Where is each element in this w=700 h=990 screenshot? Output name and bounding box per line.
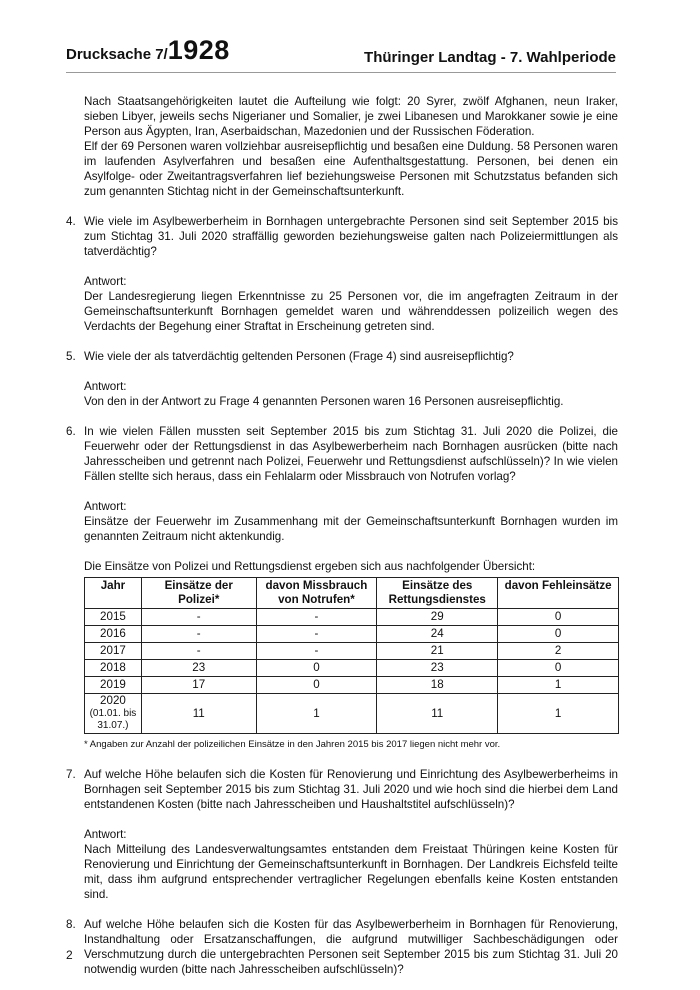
table-cell: - <box>141 609 256 626</box>
answer-label: Antwort: <box>84 500 127 513</box>
table-cell: 11 <box>377 694 498 734</box>
table-cell: - <box>256 626 377 643</box>
question-8 <box>66 917 618 977</box>
table-cell: 0 <box>256 660 377 677</box>
parliament-title: Thüringer Landtag - 7. Wahlperiode <box>364 49 616 66</box>
year-label: 2020 <box>100 694 126 707</box>
question-number: 4. <box>66 215 76 228</box>
table-cell: - <box>256 609 377 626</box>
document-number <box>66 35 230 66</box>
table-cell: 2019 <box>85 677 142 694</box>
question-number: 6. <box>66 425 76 438</box>
table-cell: 2 <box>498 643 619 660</box>
table-row <box>85 609 619 626</box>
table-cell: 2018 <box>85 660 142 677</box>
table-cell: 1 <box>498 694 619 734</box>
intro-paragraph-1: Nach Staatsangehörigkeiten lautet die Aufteilung wie folgt: 20 Syrer, zwölf Afghanen, neun Iraker, sieben Libyer, jeweils sechs Nigerianer und Somalier, je zwei Libanesen und Marokkaner sowie je eine Person aus Ägypten, Iran, Aserbaidschan, Mazedonien und der Russischen Föderation. <box>84 95 618 138</box>
table-cell: 23 <box>377 660 498 677</box>
table-cell: 1 <box>498 677 619 694</box>
deployments-table <box>84 577 619 734</box>
question-4 <box>66 214 618 259</box>
table-cell: 29 <box>377 609 498 626</box>
table-row <box>85 626 619 643</box>
table-cell: 0 <box>498 626 619 643</box>
table-cell: 0 <box>498 660 619 677</box>
table-cell: 0 <box>498 609 619 626</box>
question-number: 5. <box>66 350 76 363</box>
year-range: (01.01. bis 31.07.) <box>89 708 137 731</box>
question-number: 7. <box>66 768 76 781</box>
doc-prefix: Drucksache 7/ <box>66 46 168 63</box>
answer-label: Antwort: <box>84 828 127 841</box>
table-cell: 18 <box>377 677 498 694</box>
doc-number: 1928 <box>167 35 230 65</box>
page-number: 2 <box>66 948 73 962</box>
question-5 <box>66 349 618 364</box>
page-header <box>66 36 616 73</box>
intro-paragraph-2: Elf der 69 Personen waren vollziehbar ausreisepflichtig und besaßen eine Duldung. 58 Personen waren im laufenden Asylverfahren und besaßen eine Aufenthaltsgestattung. Personen, bei denen ein Asylfolge- oder Zweitantragsverfahren lief beziehungsweise Personen mit Schutzstatus befanden sich zum genannten Stichtag nicht in der Gemeinschaftsunterkunft. <box>84 140 618 198</box>
table-footnote: * Angaben zur Anzahl der polizeilichen Einsätze in den Jahren 2015 bis 2017 liegen nicht mehr vor. <box>84 739 501 750</box>
table-intro: Die Einsätze von Polizei und Rettungsdienst ergeben sich aus nachfolgender Übersicht: <box>84 560 536 573</box>
table-cell: 2015 <box>85 609 142 626</box>
table-cell: - <box>141 643 256 660</box>
table-header-cell: davon Missbrauch von Notrufen* <box>256 578 377 609</box>
table-cell: 2016 <box>85 626 142 643</box>
question-6 <box>66 424 618 484</box>
answer-6-text: Einsätze der Feuerwehr im Zusammenhang mit der Gemeinschaftsunterkunft Bornhagen wurden im genannten Zeitraum nicht aktenkundig. <box>84 515 618 543</box>
table-row <box>85 643 619 660</box>
question-text: Wie viele im Asylbewerberheim in Bornhagen untergebrachte Personen sind seit September 2015 bis zum Stichtag 31. Juli 2020 straffällig geworden beziehungsweise galten nach Polizeiermittlungen als tatverdächtig? <box>84 215 618 258</box>
table-cell: 23 <box>141 660 256 677</box>
table-row <box>85 694 619 734</box>
table-header-row <box>85 578 619 609</box>
question-text: Wie viele der als tatverdächtig geltenden Personen (Frage 4) sind ausreisepflichtig? <box>84 350 514 363</box>
table-row <box>85 677 619 694</box>
table-header-cell: Einsätze der Polizei* <box>141 578 256 609</box>
table-cell: 21 <box>377 643 498 660</box>
answer-7-text: Nach Mitteilung des Landesverwaltungsamtes entstanden dem Freistaat Thüringen keine Kosten für Renovierung und Einrichtung der Gemeinschaftsunterkunft in Bornhagen. Der Landkreis Eichsfeld teilte mit, dass ihm aufgrund entsprechender vertraglicher Regelungen ebenfalls keine Kosten entstanden sind. <box>84 843 618 901</box>
question-text: Auf welche Höhe belaufen sich die Kosten für das Asylbewerberheim in Bornhagen für Renovierung, Instandhaltung oder Ersatzanschaffungen, die aufgrund mutwilliger Sachbeschädigungen oder Verschmutzung durch die untergebrachten Personen seit September 2015 bis zum Stichtag 31. Juli 20 notwendig wurden (bitte nach Jahresscheiben aufschlüsseln)? <box>84 918 618 976</box>
table-header-cell: Einsätze des Rettungsdienstes <box>377 578 498 609</box>
answer-label: Antwort: <box>84 380 127 393</box>
table-cell: - <box>141 626 256 643</box>
table-cell <box>85 694 142 734</box>
table-header-cell: Jahr <box>85 578 142 609</box>
answer-label: Antwort: <box>84 275 127 288</box>
question-text: In wie vielen Fällen mussten seit September 2015 bis zum Stichtag 31. Juli 2020 die Polizei, die Feuerwehr oder der Rettungsdienst in das Asylbewerberheim nach Bornhagen ausrücken (bitte nach Jahresscheiben und getrennt nach Polizei, Feuerwehr und Rettungsdienst aufschlüsseln)? In wie vielen Fällen stellte sich heraus, dass ein Fehlalarm oder Missbrauch von Notrufen vorlag? <box>84 425 618 483</box>
table-cell: 24 <box>377 626 498 643</box>
table-cell: 11 <box>141 694 256 734</box>
table-cell: 17 <box>141 677 256 694</box>
question-text: Auf welche Höhe belaufen sich die Kosten für Renovierung und Einrichtung des Asylbewerberheims in Bornhagen seit September 2015 bis zum Stichtag 31. Juli 2020 und wie hoch sind die hierbei dem Land entstandenen Kosten (bitte nach Jahresscheiben und Haushaltstitel aufschlüsseln)? <box>84 768 618 811</box>
table-cell: 1 <box>256 694 377 734</box>
table-header-cell: davon Fehleinsätze <box>498 578 619 609</box>
table-row <box>85 660 619 677</box>
answer-5-text: Von den in der Antwort zu Frage 4 genannten Personen waren 16 Personen ausreisepflichtig. <box>84 395 564 408</box>
table-cell: 2017 <box>85 643 142 660</box>
question-7 <box>66 767 618 812</box>
table-cell: 0 <box>256 677 377 694</box>
answer-4-text: Der Landesregierung liegen Erkenntnisse zu 25 Personen vor, die im angefragten Zeitraum in der Gemeinschaftsunterkunft Bornhagen gemeldet waren und währenddessen polizeilich wegen des Verdachts der Begehung einer Straftat in Erscheinung getreten sind. <box>84 290 618 333</box>
document-body <box>66 94 618 977</box>
table-cell: - <box>256 643 377 660</box>
question-number: 8. <box>66 918 76 931</box>
